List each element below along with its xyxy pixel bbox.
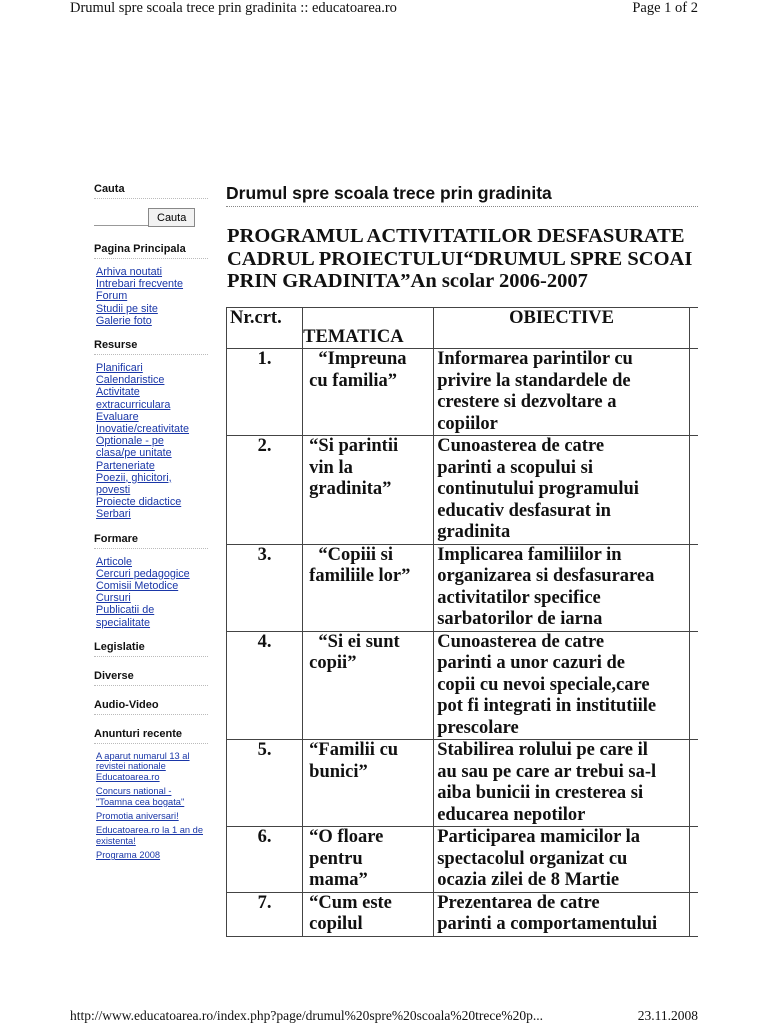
header-extra xyxy=(689,307,698,349)
row-number: 4. xyxy=(227,631,303,740)
row-obiective: Informarea parintilor cu privire la standardele de crestere si dezvoltare a copiilor xyxy=(434,349,690,436)
table-row xyxy=(227,740,699,827)
sidebar-link[interactable]: specialitate xyxy=(96,616,151,629)
program-title-line: PRIN GRADINITA”An scolar 2006-2007 xyxy=(227,270,588,292)
sidebar-link[interactable]: Inovatie/creativitate xyxy=(96,423,190,436)
row-number: 6. xyxy=(227,827,303,893)
sidebar-link[interactable]: Galerie foto xyxy=(96,314,152,327)
page-title: Drumul spre scoala trece prin gradinita xyxy=(226,183,698,207)
program-title-line: PROGRAMUL ACTIVITATILOR DESFASURATE xyxy=(227,225,685,247)
sidebar-link[interactable]: Articole xyxy=(96,555,133,568)
print-header-page: Page 1 of 2 xyxy=(632,0,698,16)
row-number: 5. xyxy=(227,740,303,827)
row-number: 3. xyxy=(227,544,303,631)
row-obiective: Cunoasterea de catre parinti a unor cazuri de copii cu nevoi speciale,care pot fi integrati in institutiile prescolare xyxy=(434,631,690,740)
row-extra xyxy=(689,740,698,827)
program-title xyxy=(227,225,698,293)
row-extra xyxy=(689,631,698,740)
search-input[interactable] xyxy=(94,209,148,226)
audio-video-heading[interactable]: Audio-Video xyxy=(94,699,208,715)
sidebar-link[interactable]: Cursuri xyxy=(96,592,131,605)
anunturi-links xyxy=(96,751,208,861)
sidebar-link[interactable]: Optionale - pe xyxy=(96,435,164,448)
table-row xyxy=(227,631,699,740)
sidebar-link[interactable]: Evaluare xyxy=(96,410,139,423)
sidebar-link[interactable]: Forum xyxy=(96,290,128,303)
activities-table xyxy=(226,307,698,937)
resurse-heading[interactable]: Resurse xyxy=(94,339,208,355)
row-obiective: Implicarea familiilor in organizarea si desfasurarea activitatilor specifice sarbatorilor de iarna xyxy=(434,544,690,631)
search-heading: Cauta xyxy=(94,183,208,199)
row-obiective: Stabilirea rolului pe care il au sau pe care ar trebui sa-l aiba bunicii in cresterea si educarea nepotilor xyxy=(434,740,690,827)
row-number: 7. xyxy=(227,892,303,936)
sidebar-link[interactable]: Planificari xyxy=(96,362,143,375)
sidebar-link[interactable]: Calendaristice xyxy=(96,374,165,387)
sidebar-link[interactable]: Serbari xyxy=(96,508,131,521)
row-tematica: “Copiii si familiile lor” xyxy=(303,544,434,631)
table-header-row xyxy=(227,307,699,349)
row-tematica: “Familii cu bunici” xyxy=(303,740,434,827)
row-extra xyxy=(689,544,698,631)
diverse-heading[interactable]: Diverse xyxy=(94,670,208,686)
row-tematica: “O floare pentru mama” xyxy=(303,827,434,893)
row-extra xyxy=(689,349,698,436)
formare-heading[interactable]: Formare xyxy=(94,533,208,549)
table-row xyxy=(227,892,699,936)
announcement-link[interactable]: Educatoarea.ro la 1 an de existenta! xyxy=(96,825,203,846)
main-heading[interactable]: Pagina Principala xyxy=(94,243,208,259)
legislatie-heading[interactable]: Legislatie xyxy=(94,641,208,657)
row-tematica: “Si ei sunt copii” xyxy=(303,631,434,740)
row-extra xyxy=(689,892,698,936)
sidebar-link[interactable]: Proiecte didactice xyxy=(96,496,182,509)
row-extra xyxy=(689,436,698,545)
announcement-link[interactable]: Concurs national - "Toamna cea bogata" xyxy=(96,786,185,807)
table-row xyxy=(227,436,699,545)
resurse-links xyxy=(96,362,208,521)
program-title-line: CADRUL PROIECTULUI“DRUMUL SPRE SCOAI xyxy=(227,247,693,270)
row-tematica: “Si parintii vin la gradinita” xyxy=(303,436,434,545)
table-row xyxy=(227,349,699,436)
announcement-link[interactable]: Promotia aniversari! xyxy=(96,810,179,821)
sidebar-link[interactable]: Publicatii de xyxy=(96,604,155,617)
row-tematica: “Impreuna cu familia” xyxy=(303,349,434,436)
print-footer-date: 23.11.2008 xyxy=(637,1008,698,1023)
print-footer-url: http://www.educatoarea.ro/index.php?page/drumul%20spre%20scoala%20trece%20p... xyxy=(70,1008,543,1023)
sidebar-link[interactable]: povesti xyxy=(96,484,131,497)
formare-links xyxy=(96,556,208,629)
header-obiective: OBIECTIVE xyxy=(434,307,690,349)
row-number: 1. xyxy=(227,349,303,436)
sidebar-link[interactable]: Poezii, ghicitori, xyxy=(96,471,172,484)
sidebar-link[interactable]: Parteneriate xyxy=(96,459,155,472)
row-tematica: “Cum este copilul xyxy=(303,892,434,936)
announcement-link[interactable]: Programa 2008 xyxy=(96,850,161,861)
row-number: 2. xyxy=(227,436,303,545)
print-header-title: Drumul spre scoala trece prin gradinita :: educatoarea.ro xyxy=(70,0,397,16)
sidebar-link[interactable]: Comisii Metodice xyxy=(96,580,179,593)
search-button[interactable]: Cauta xyxy=(148,208,195,227)
main-links xyxy=(96,266,208,327)
sidebar-link[interactable]: Studii pe site xyxy=(96,302,158,315)
anunturi-heading: Anunturi recente xyxy=(94,728,208,744)
announcement-link[interactable]: A aparut numarul 13 al revistei nationale Educatoarea.ro xyxy=(96,750,190,782)
row-extra xyxy=(689,827,698,893)
row-obiective: Prezentarea de catre parinti a comportamentului xyxy=(434,892,690,936)
sidebar-link[interactable]: extracurriculara xyxy=(96,398,171,411)
sidebar-link[interactable]: Cercuri pedagogice xyxy=(96,567,190,580)
sidebar-link[interactable]: clasa/pe unitate xyxy=(96,447,172,460)
main-content xyxy=(226,183,698,953)
table-row xyxy=(227,544,699,631)
row-obiective: Participarea mamicilor la spectacolul organizat cu ocazia zilei de 8 Martie xyxy=(434,827,690,893)
sidebar-link[interactable]: Activitate xyxy=(96,386,140,399)
header-tematica: TEMATICA xyxy=(303,307,434,349)
header-nr: Nr.crt. xyxy=(227,307,303,349)
sidebar xyxy=(94,183,208,873)
row-obiective: Cunoasterea de catre parinti a scopului si continutului programului educativ desfasurat in gradinita xyxy=(434,436,690,545)
sidebar-link[interactable]: Arhiva noutati xyxy=(96,266,163,278)
search-form xyxy=(94,208,208,227)
sidebar-link[interactable]: Intrebari frecvente xyxy=(96,278,184,291)
table-row xyxy=(227,827,699,893)
